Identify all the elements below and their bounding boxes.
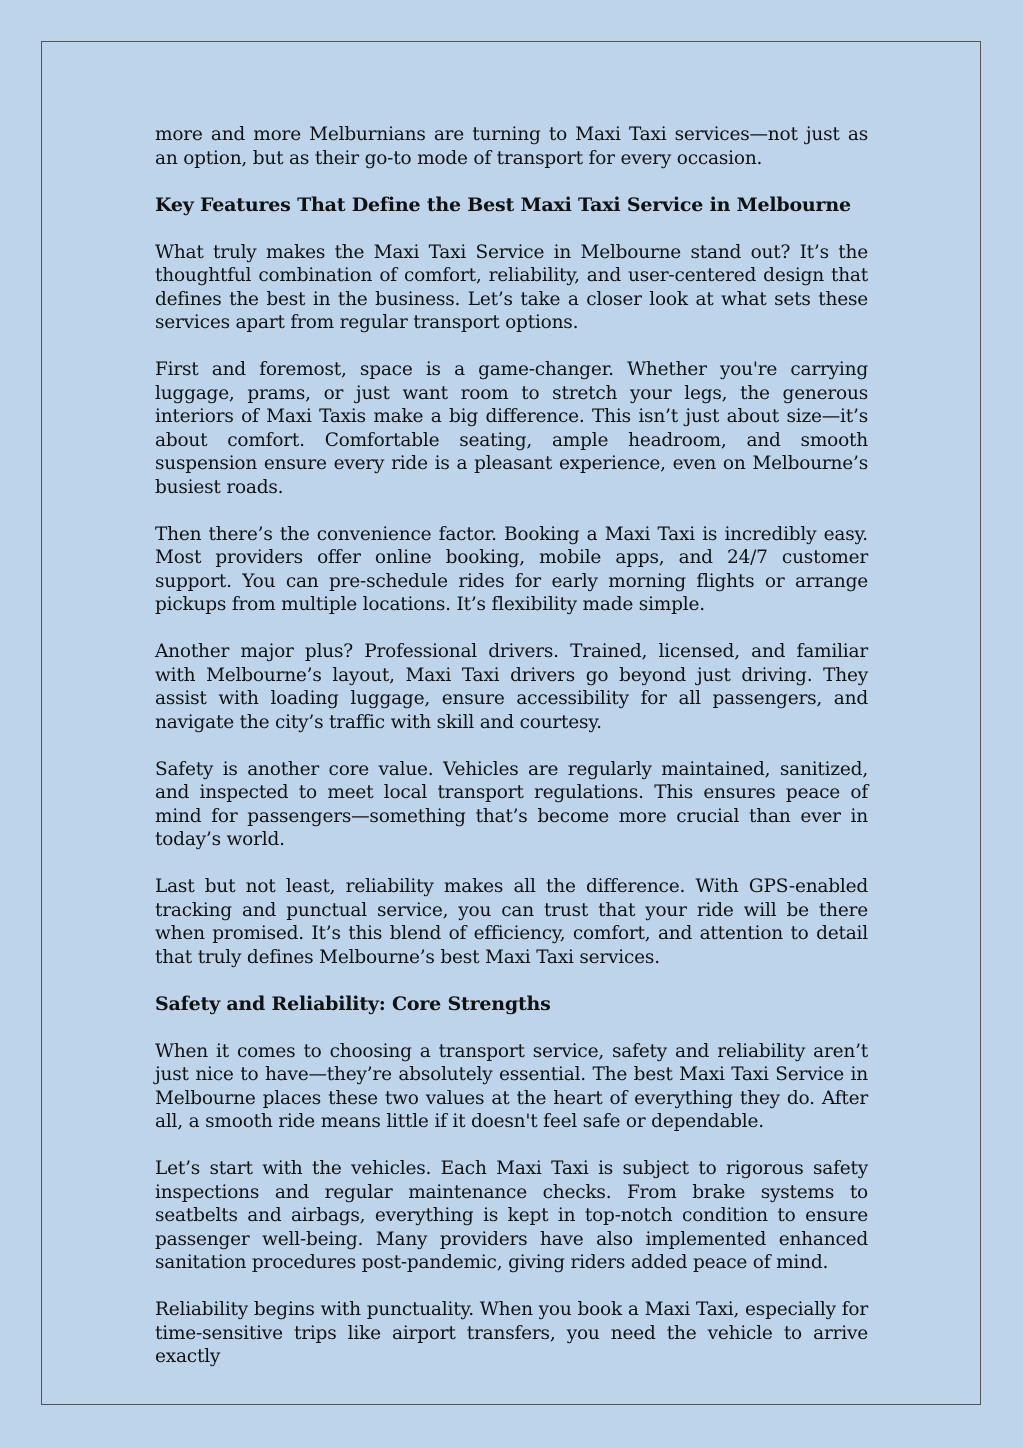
paragraph-reliability-difference: Last but not least, reliability makes all the difference. With GPS-enabled tracking and punctual service, you can trust that your ride will be there when promised. It’s this blend of efficiency, comfort, and attention to detail that truly defines Melbourne’s best Maxi Taxi services. (155, 876, 868, 968)
section-heading-key-features: Key Features That Define the Best Maxi Taxi Service in Melbourne (155, 193, 851, 216)
section-heading-safety-reliability: Safety and Reliability: Core Strengths (155, 992, 551, 1015)
paragraph-choosing-transport: When it comes to choosing a transport service, safety and reliability aren’t just nice to have—they’re absolutely essential. The best Maxi Taxi Service in Melbourne places these two values at the heart of everything they do. After all, a smooth ride means little if it doesn't feel safe or dependable. (155, 1040, 868, 1132)
paragraph-space: First and foremost, space is a game-changer. Whether you're carrying luggage, prams, or just want room to stretch your legs, the generous interiors of Maxi Taxis make a big difference. This isn’t just about size—it’s about comfort. Comfortable seating, ample headroom, and smooth suspension ensure every ride is a pleasant experience, even on Melbourne’s busiest roads. (155, 359, 868, 498)
document-body (155, 123, 868, 1369)
paragraph-intro-continuation: more and more Melburnians are turning to Maxi Taxi services—not just as an option, but as their go-to mode of transport for every occasion. (155, 124, 868, 169)
paragraph-vehicles: Let’s start with the vehicles. Each Maxi Taxi is subject to rigorous safety inspections and regular maintenance checks. From brake systems to seatbelts and airbags, everything is kept in top-notch condition to ensure passenger well-being. Many providers have also implemented enhanced sanitation procedures post-pandemic, giving riders added peace of mind. (155, 1158, 868, 1273)
paragraph-safety-value: Safety is another core value. Vehicles are regularly maintained, sanitized, and inspected to meet local transport regulations. This ensures peace of mind for passengers—something that’s become more crucial than ever in today’s world. (155, 758, 868, 850)
paragraph-convenience: Then there’s the convenience factor. Booking a Maxi Taxi is incredibly easy. Most providers offer online booking, mobile apps, and 24/7 customer support. You can pre-schedule rides for early morning flights or arrange pickups from multiple locations. It’s flexibility made simple. (155, 523, 868, 615)
paragraph-punctuality: Reliability begins with punctuality. When you book a Maxi Taxi, especially for time-sensitive trips like airport transfers, you need the vehicle to arrive exactly (155, 1299, 868, 1367)
paragraph-what-makes-it-stand-out: What truly makes the Maxi Taxi Service in Melbourne stand out? It’s the thoughtful combination of comfort, reliability, and user-centered design that defines the best in the business. Let’s take a closer look at what sets these services apart from regular transport options. (155, 241, 868, 333)
paragraph-professional-drivers: Another major plus? Professional drivers. Trained, licensed, and familiar with Melbourne’s layout, Maxi Taxi drivers go beyond just driving. They assist with loading luggage, ensure accessibility for all passengers, and navigate the city’s traffic with skill and courtesy. (155, 641, 868, 733)
